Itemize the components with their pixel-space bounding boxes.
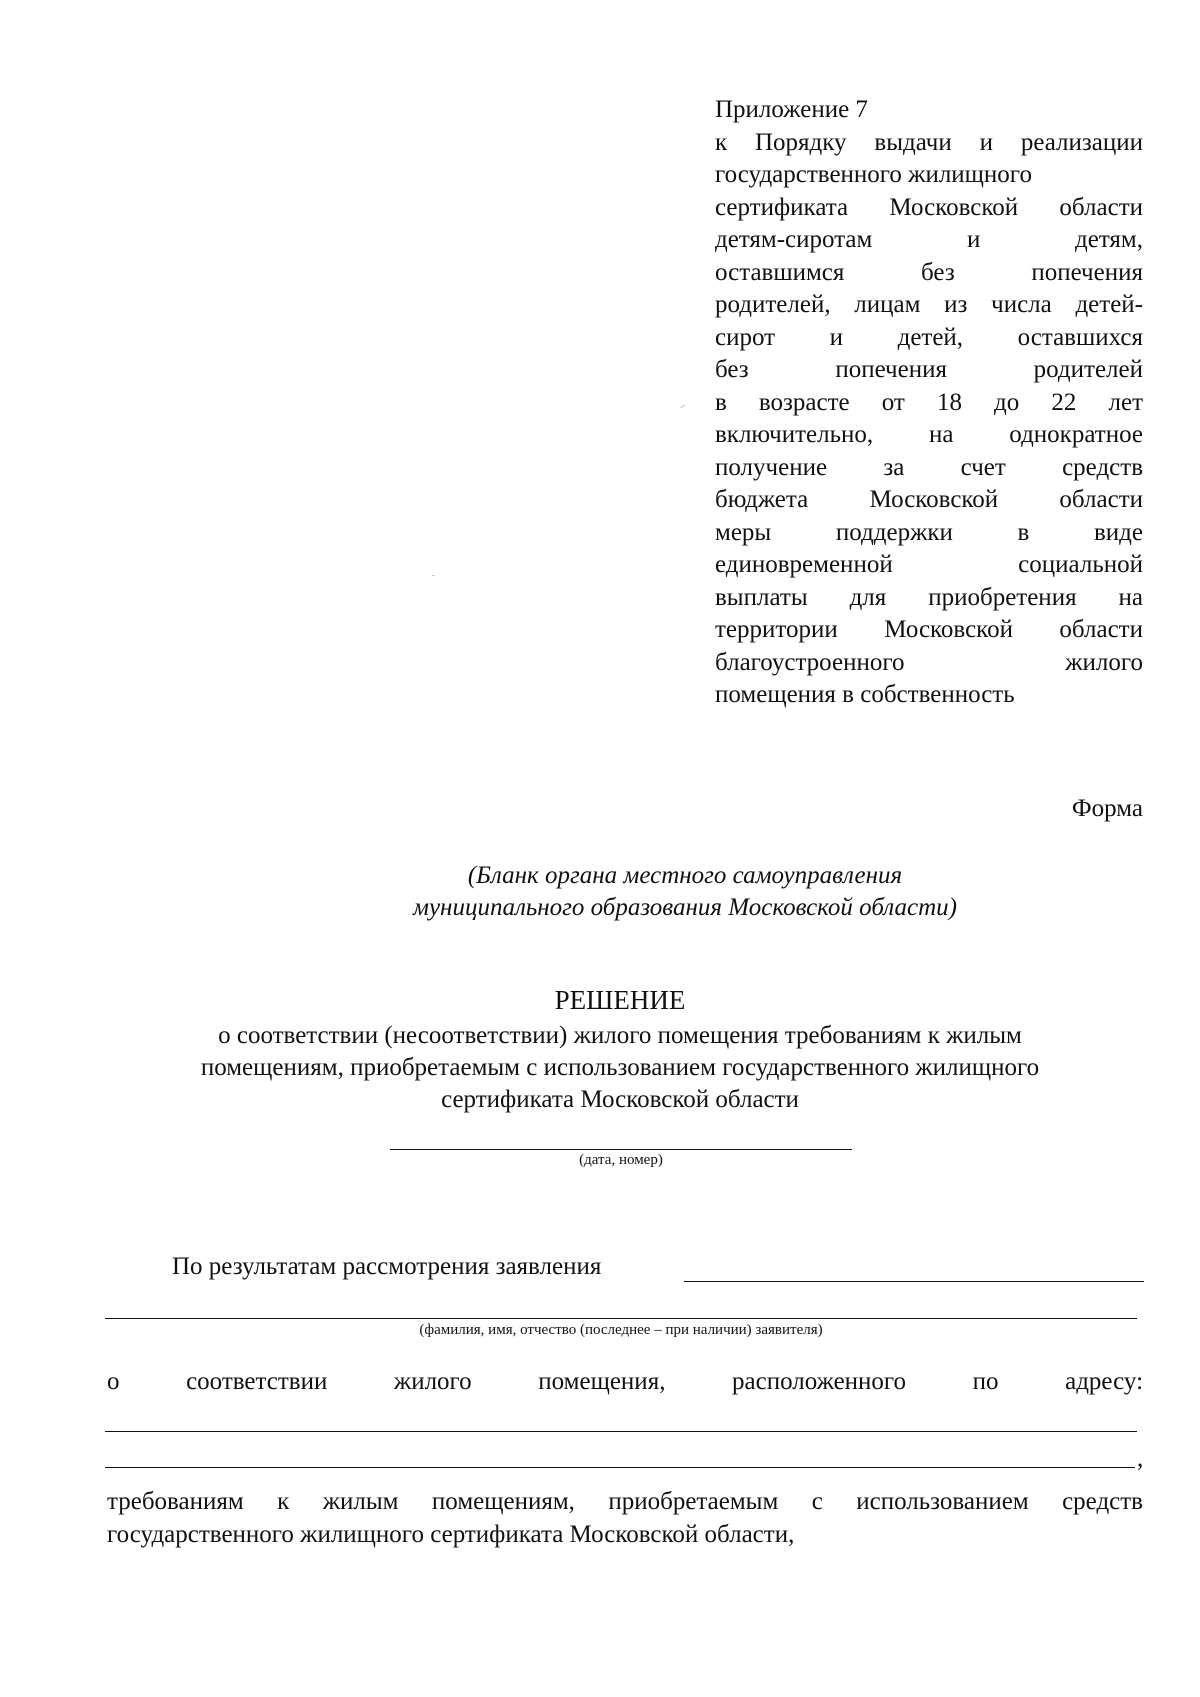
- form-label: Форма: [1071, 795, 1143, 822]
- address-intro: [107, 1368, 1143, 1396]
- address-field-line-1[interactable]: [105, 1431, 1137, 1432]
- applicant-name-field[interactable]: [105, 1318, 1137, 1319]
- scan-artifact: [680, 405, 684, 409]
- decision-subtitle: [0, 1020, 1200, 1116]
- address-field-line-2[interactable]: [105, 1467, 1135, 1468]
- address-word: жилого: [393, 1368, 472, 1395]
- appendix-line: сертификата Московской области: [715, 193, 1143, 221]
- appendix-line: меры поддержки в виде: [715, 518, 1143, 546]
- appendix-line: без попечения родителей: [715, 356, 1143, 383]
- appendix-line: в возрасте от 18 до 22 лет: [715, 388, 1143, 416]
- appendix-header: [715, 94, 1143, 712]
- date-number-caption: (дата, номер): [579, 1152, 663, 1168]
- appendix-line: родителей, лицам из числа детей-: [715, 291, 1143, 318]
- address-end-comma: ,: [1137, 1445, 1144, 1472]
- subtitle-line: сертификата Московской области: [441, 1086, 799, 1113]
- appendix-line: благоустроенного жилого: [715, 648, 1143, 676]
- appendix-line: государственного жилищного: [715, 161, 1032, 188]
- address-word: о: [107, 1368, 120, 1395]
- appendix-line: единовременной социальной: [715, 551, 1143, 578]
- subtitle-line: помещениям, приобретаемым с использованием государственного жилищного: [200, 1054, 1040, 1081]
- subtitle-line: о соответствии (несоответствии) жилого помещения требованиям к жилым: [218, 1022, 1022, 1049]
- appendix-line: сирот и детей, оставшихся: [715, 323, 1143, 351]
- date-number-field[interactable]: [390, 1149, 852, 1150]
- scan-artifact: [432, 575, 435, 576]
- requirements-line: государственного жилищного сертификата Московской области,: [107, 1521, 795, 1548]
- application-field[interactable]: [684, 1281, 1144, 1282]
- address-word: соответствии: [186, 1368, 328, 1395]
- letterhead-line: (Бланк органа местного самоуправления: [467, 862, 903, 889]
- address-word: адресу:: [1065, 1368, 1144, 1395]
- address-word: по: [972, 1368, 999, 1395]
- address-word: расположенного: [732, 1368, 907, 1395]
- appendix-line: выплаты для приобретения на: [715, 583, 1143, 611]
- requirements-line: требованиям к жилым помещениям, приобретаемым с использованием средств: [107, 1488, 1143, 1515]
- appendix-line: территории Московской области: [715, 616, 1143, 643]
- decision-title: РЕШЕНИЕ: [554, 985, 686, 1015]
- applicant-name-caption: (фамилия, имя, отчество (последнее – при наличии) заявителя): [419, 1322, 823, 1338]
- letterhead-placeholder: [0, 860, 1200, 924]
- appendix-line: помещения в собственность: [715, 681, 1015, 708]
- appendix-line: к Порядку выдачи и реализации: [715, 128, 1143, 156]
- appendix-line: Приложение 7: [715, 96, 868, 123]
- appendix-line: детям-сиротам и детям,: [715, 226, 1143, 253]
- address-word: помещения,: [538, 1368, 666, 1395]
- appendix-line: бюджета Московской области: [715, 486, 1143, 513]
- requirements-text: [107, 1485, 1143, 1551]
- results-label: По результатам рассмотрения заявления: [172, 1253, 602, 1280]
- appendix-line: включительно, на однократное: [715, 421, 1143, 448]
- letterhead-line: муниципального образования Московской области): [413, 894, 957, 921]
- appendix-line: получение за счет средств: [715, 453, 1143, 481]
- appendix-line: оставшимся без попечения: [715, 258, 1143, 286]
